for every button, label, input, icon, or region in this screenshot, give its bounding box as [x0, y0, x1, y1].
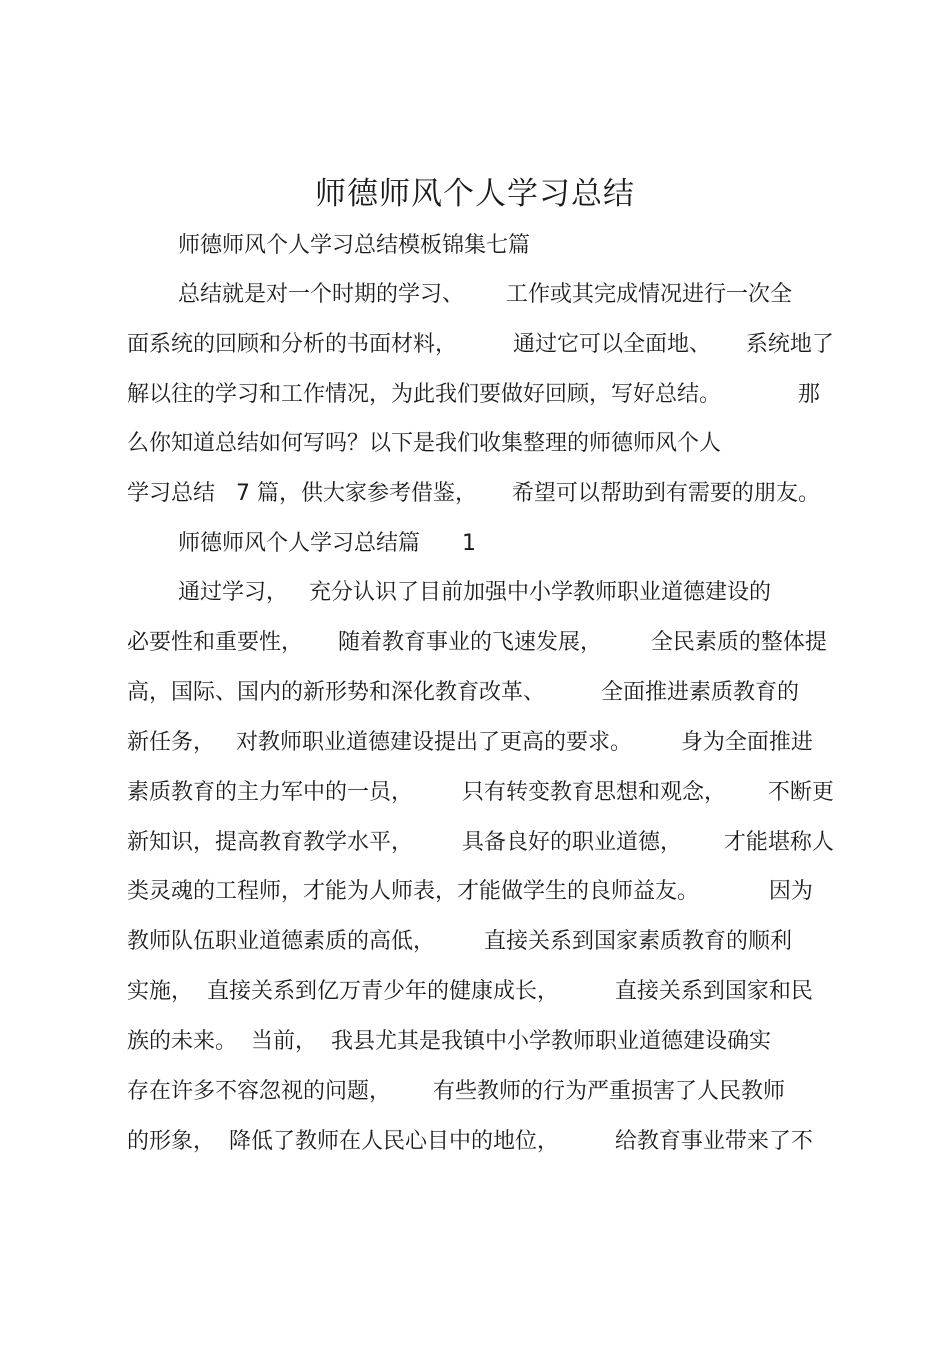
body-line: 通过学习， 充分认识了目前加强中小学教师职业道德建设的: [178, 580, 771, 605]
intro-line: 面系统的回顾和分析的书面材料， 通过它可以全面地、 系统地了: [127, 332, 834, 357]
intro-line: 学习总结 7 篇，供大家参考借鉴， 希望可以帮助到有需要的朋友。: [127, 481, 820, 506]
body-line: 高，国际、国内的新形势和深化教育改革、 全面推进素质教育的: [127, 680, 799, 705]
body-line: 族的未来。 当前， 我县尤其是我镇中小学教师职业道德建设确实: [127, 1029, 771, 1054]
document-subtitle: 师德师风个人学习总结模板锦集七篇: [178, 233, 531, 258]
intro-line: 总结就是对一个时期的学习、 工作或其完成情况进行一次全: [178, 282, 792, 307]
body-line: 类灵魂的工程师，才能为人师表，才能做学生的良师益友。 因为: [127, 879, 813, 904]
body-line: 新知识，提高教育教学水平， 具备良好的职业道德， 才能堪称人: [127, 830, 834, 855]
intro-line: 么你知道总结如何写吗？以下是我们收集整理的师德师风个人: [127, 431, 722, 456]
body-line: 必要性和重要性， 随着教育事业的飞速发展， 全民素质的整体提: [127, 630, 827, 655]
body-line: 存在许多不容忽视的问题， 有些教师的行为严重损害了人民教师: [127, 1079, 785, 1104]
body-line: 新任务， 对教师职业道德建设提出了更高的要求。 身为全面推进: [127, 730, 813, 755]
document-title: 师德师风个人学习总结: [315, 176, 635, 212]
intro-line: 解以往的学习和工作情况，为此我们要做好回顾，写好总结。 那: [127, 382, 820, 407]
body-line: 实施， 直接关系到亿万青少年的健康成长， 直接关系到国家和民: [127, 979, 813, 1004]
section-heading: 师德师风个人学习总结篇 1: [178, 531, 476, 556]
body-line: 教师队伍职业道德素质的高低， 直接关系到国家素质教育的顺利: [127, 929, 792, 954]
body-line: 素质教育的主力军中的一员， 只有转变教育思想和观念， 不断更: [127, 780, 834, 805]
body-line: 的形象， 降低了教师在人民心目中的地位， 给教育事业带来了不: [127, 1129, 813, 1154]
